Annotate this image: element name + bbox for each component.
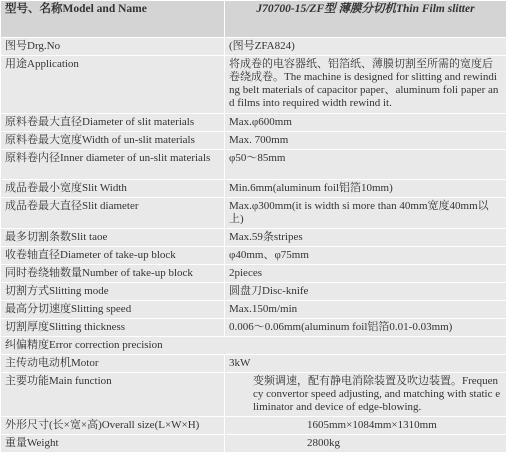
row-value: 2pieces xyxy=(225,265,507,283)
row-value: φ40mm、φ75mm xyxy=(225,247,507,265)
row-label: 原料卷最大宽度Width of un-slit materials xyxy=(1,132,225,150)
row-label: 成品卷最小宽度Slit Width xyxy=(1,180,225,198)
row-drawing-number xyxy=(1,38,507,56)
row-application xyxy=(1,56,507,114)
row-value: 变频调速，配有静电消除装置及吹边装置。Frequency convertor speed adjusting, and matching with static eliminator and device of edge-blowing. xyxy=(225,373,507,417)
row-label: 主要功能Main function xyxy=(1,373,225,417)
row-slit-count xyxy=(1,229,507,247)
row-label: 纠偏精度Error correction precision xyxy=(1,337,507,355)
row-overall-size xyxy=(1,417,507,435)
row-label: 最高分切速度Slitting speed xyxy=(1,301,225,319)
row-value: Max.59条stripes xyxy=(225,229,507,247)
row-label: 切割方式Slitting mode xyxy=(1,283,225,301)
row-label: 最多切割条数Slit taoe xyxy=(1,229,225,247)
row-value: Max.φ300mm(it is width si more than 40mm宽度40mm以上) xyxy=(225,198,507,229)
row-slitting-mode xyxy=(1,283,507,301)
row-label: 原料卷内径Inner diameter of un-slit materials xyxy=(1,150,225,180)
row-value: (图号ZFA824) xyxy=(225,38,507,56)
row-value: Max.150m/min xyxy=(225,301,507,319)
row-motor xyxy=(1,355,507,373)
row-value: Max. 700mm xyxy=(225,132,507,150)
row-value: 3kW xyxy=(225,355,507,373)
row-label: 同时卷绕轴数量Number of take-up block xyxy=(1,265,225,283)
row-slit-width xyxy=(1,180,507,198)
row-label: 用途Application xyxy=(1,56,225,114)
row-label: 收卷轴直径Diameter of take-up block xyxy=(1,247,225,265)
row-inner-diameter xyxy=(1,150,507,180)
row-slitting-speed xyxy=(1,301,507,319)
row-label: 重量Weight xyxy=(1,435,225,453)
row-label: 主传动电动机Motor xyxy=(1,355,225,373)
header-label: 型号、名称Model and Name xyxy=(1,1,225,38)
row-slit-diameter-max xyxy=(1,114,507,132)
row-label: 图号Drg.No xyxy=(1,38,225,56)
row-value: 2800kg xyxy=(225,435,507,453)
row-value: Min.6mm(aluminum foil铝箔10mm) xyxy=(225,180,507,198)
row-value: 圆盘刀Disc-knife xyxy=(225,283,507,301)
row-error-correction xyxy=(1,337,507,355)
row-weight xyxy=(1,435,507,453)
row-value: Max.φ600mm xyxy=(225,114,507,132)
row-label: 成品卷最大直径Slit diameter xyxy=(1,198,225,229)
row-main-function xyxy=(1,373,507,417)
row-unslit-width xyxy=(1,132,507,150)
row-slit-diameter xyxy=(1,198,507,229)
row-value: 1605mm×1084mm×1310mm xyxy=(225,417,507,435)
table-header-row xyxy=(1,1,507,38)
row-takeup-count xyxy=(1,265,507,283)
row-label: 外形尺寸(长×宽×高)Overall size(L×W×H) xyxy=(1,417,225,435)
row-value: 0.006～0.06mm(aluminum foil铝箔0.01-0.03mm) xyxy=(225,319,507,337)
row-value: φ50～85mm xyxy=(225,150,507,180)
row-slitting-thickness xyxy=(1,319,507,337)
header-value: J70700-15/ZF型 薄膜分切机Thin Film slitter xyxy=(225,1,507,38)
row-takeup-diameter xyxy=(1,247,507,265)
row-label: 切割厚度Slitting thickness xyxy=(1,319,225,337)
row-value: 将成卷的电容器纸、铝箔纸、薄膜切割至所需的宽度后卷绕成卷。The machine is designed for slitting and rewinding belt materials of capacitor paper、aluminum foli paper and films into required width rewind it. xyxy=(225,56,507,114)
row-label: 原料卷最大直径Diameter of slit materials xyxy=(1,114,225,132)
